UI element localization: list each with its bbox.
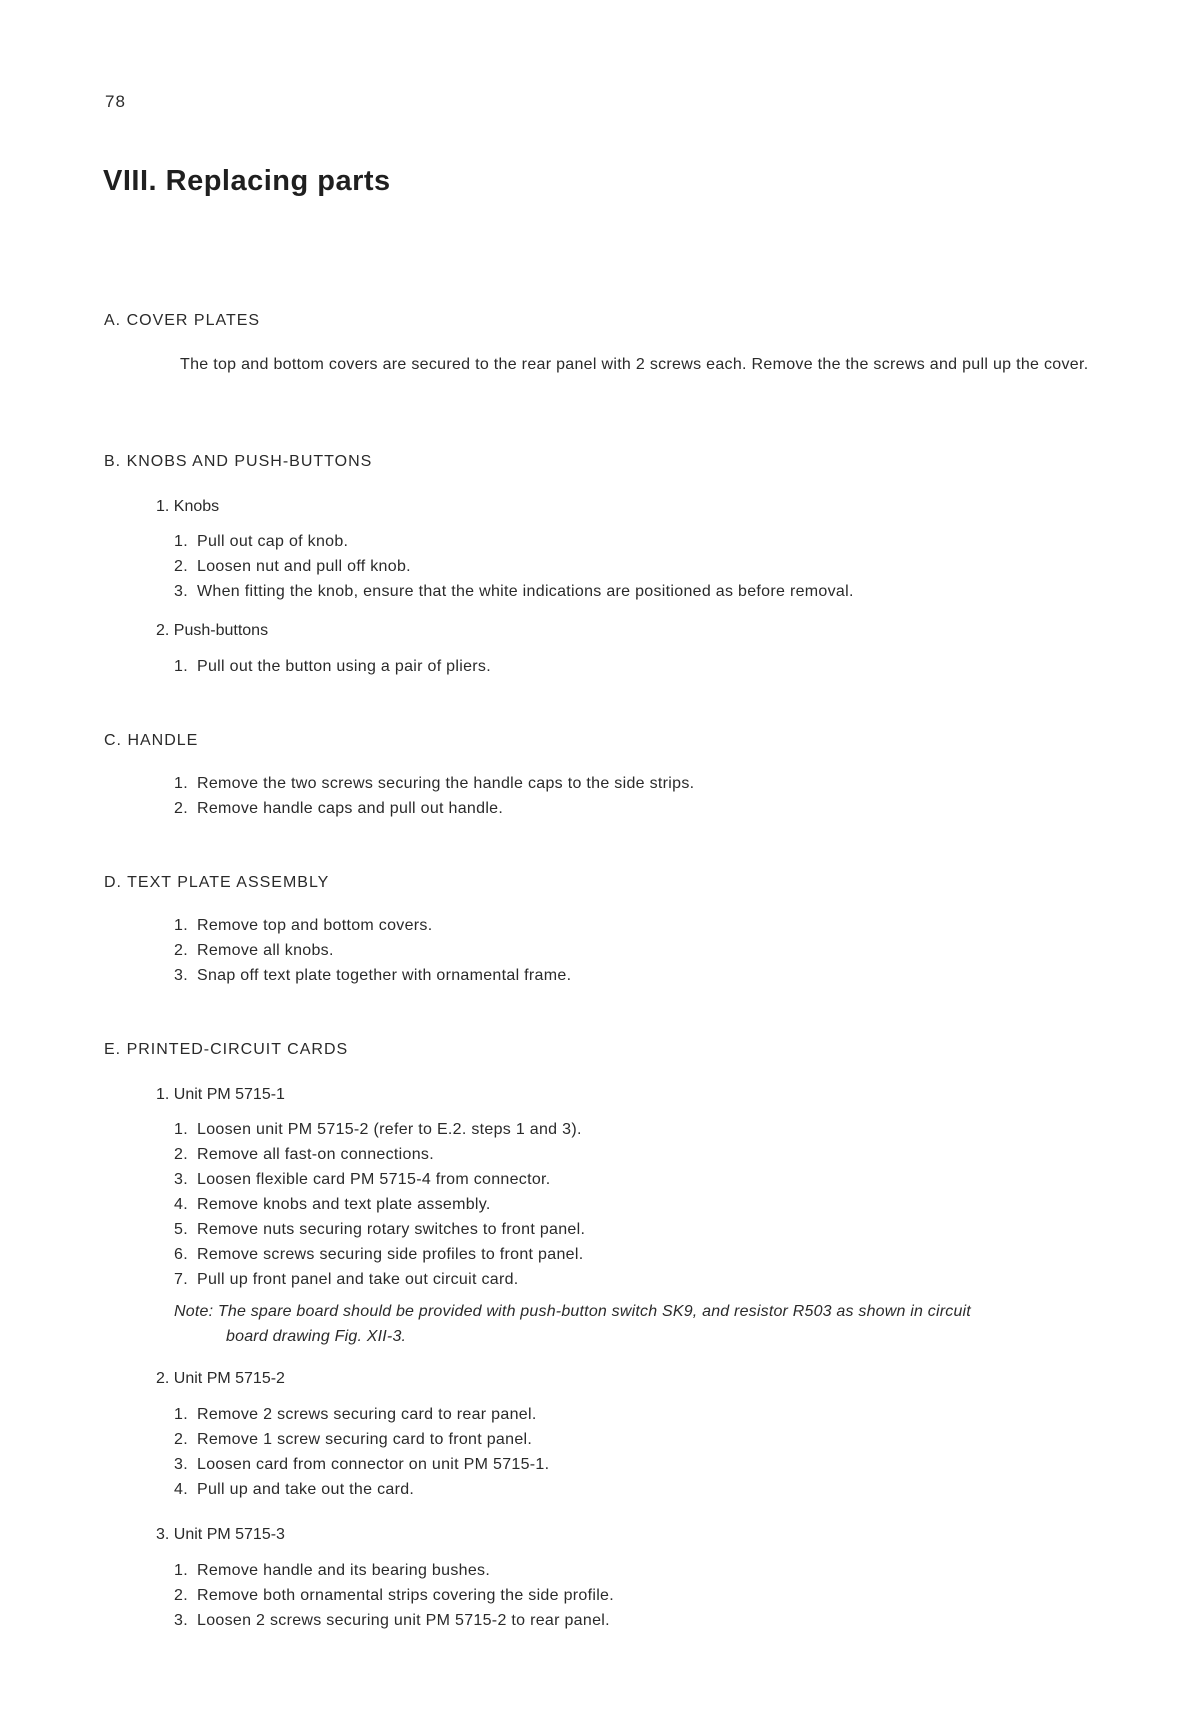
subheading-unit-pm-5715-3: 3. Unit PM 5715-3 [156, 1526, 285, 1543]
note-label: Note: [174, 1303, 214, 1320]
step-text: Remove handle caps and pull out handle. [197, 800, 504, 817]
step-text: Remove both ornamental strips covering the side profile. [197, 1587, 615, 1604]
step-number: 7. [174, 1271, 188, 1288]
step-number: 5. [174, 1221, 188, 1238]
list-item [174, 1192, 585, 1217]
step-number: 1. [174, 775, 188, 792]
step-number: 3. [174, 1171, 188, 1188]
step-number: 2. [174, 558, 188, 575]
subheading-unit-pm-5715-1: 1. Unit PM 5715-1 [156, 1086, 285, 1103]
step-number: 3. [174, 1456, 188, 1473]
step-number: 1. [174, 1121, 188, 1138]
step-number: 2. [174, 800, 188, 817]
chapter-title: VIII. Replacing parts [103, 165, 391, 197]
step-number: 3. [174, 583, 188, 600]
step-number: 4. [174, 1481, 188, 1498]
step-number: 6. [174, 1246, 188, 1263]
list-item [174, 1427, 549, 1452]
text-plate-steps [174, 913, 571, 988]
note-text-line2: board drawing Fig. XII-3. [226, 1328, 407, 1345]
list-item [174, 1117, 585, 1142]
step-text: Pull up front panel and take out circuit card. [197, 1271, 519, 1288]
step-number: 1. [174, 1562, 188, 1579]
step-text: When fitting the knob, ensure that the white indications are positioned as before removal. [197, 583, 854, 600]
list-item [174, 1217, 585, 1242]
section-heading-handle: C. HANDLE [104, 732, 199, 749]
step-number: 2. [174, 1587, 188, 1604]
subheading-unit-pm-5715-2: 2. Unit PM 5715-2 [156, 1370, 285, 1387]
list-item [174, 796, 694, 821]
step-text: Loosen flexible card PM 5715-4 from connector. [197, 1171, 551, 1188]
step-text: Remove 2 screws securing card to rear panel. [197, 1406, 537, 1423]
step-text: Pull out the button using a pair of pliers. [197, 658, 491, 675]
step-text: Remove knobs and text plate assembly. [197, 1196, 491, 1213]
step-text: Remove all knobs. [197, 942, 334, 959]
knobs-steps [174, 529, 854, 604]
section-heading-knobs-push-buttons: B. KNOBS AND PUSH-BUTTONS [104, 453, 373, 470]
step-text: Snap off text plate together with ornamental frame. [197, 967, 572, 984]
step-number: 1. [174, 1406, 188, 1423]
step-number: 2. [174, 1431, 188, 1448]
step-text: Loosen card from connector on unit PM 5715-1. [197, 1456, 550, 1473]
list-item [174, 938, 571, 963]
list-item [174, 1608, 614, 1633]
list-item [174, 1167, 585, 1192]
unit2-steps [174, 1402, 549, 1502]
step-text: Remove all fast-on connections. [197, 1146, 434, 1163]
list-item [174, 1267, 585, 1292]
list-item [174, 579, 854, 604]
step-text: Loosen nut and pull off knob. [197, 558, 411, 575]
step-number: 3. [174, 1612, 188, 1629]
step-number: 1. [174, 658, 188, 675]
list-item [174, 1142, 585, 1167]
list-item [174, 1558, 614, 1583]
subheading-push-buttons: 2. Push-buttons [156, 622, 269, 639]
section-heading-printed-circuit-cards: E. PRINTED-CIRCUIT CARDS [104, 1041, 349, 1058]
step-text: Remove handle and its bearing bushes. [197, 1562, 491, 1579]
unit1-steps [174, 1117, 585, 1292]
step-number: 2. [174, 1146, 188, 1163]
step-text: Loosen 2 screws securing unit PM 5715-2 to rear panel. [197, 1612, 610, 1629]
unit3-steps [174, 1558, 614, 1633]
list-item [174, 771, 694, 796]
section-heading-text-plate-assembly: D. TEXT PLATE ASSEMBLY [104, 874, 330, 891]
list-item [174, 1242, 585, 1267]
note [174, 1299, 1114, 1349]
list-item [174, 1583, 614, 1608]
step-text: Loosen unit PM 5715-2 (refer to E.2. steps 1 and 3). [197, 1121, 582, 1138]
step-text: Remove the two screws securing the handle caps to the side strips. [197, 775, 695, 792]
page-number: 78 [105, 92, 126, 111]
note-text-line1: The spare board should be provided with push-button switch SK9, and resistor R503 as shown in circuit [217, 1303, 971, 1320]
list-item [174, 1452, 549, 1477]
list-item [174, 654, 491, 679]
step-number: 3. [174, 967, 188, 984]
step-number: 2. [174, 942, 188, 959]
cover-plates-paragraph: The top and bottom covers are secured to the rear panel with 2 screws each. Remove the the screws and pull up the cover. [180, 356, 1089, 373]
step-text: Pull up and take out the card. [197, 1481, 415, 1498]
step-text: Remove top and bottom covers. [197, 917, 433, 934]
list-item [174, 913, 571, 938]
step-text: Remove screws securing side profiles to front panel. [197, 1246, 584, 1263]
list-item [174, 1402, 549, 1427]
list-item [174, 963, 571, 988]
list-item [174, 1477, 549, 1502]
step-number: 1. [174, 917, 188, 934]
section-heading-cover-plates: A. COVER PLATES [104, 312, 261, 329]
step-text: Remove 1 screw securing card to front panel. [197, 1431, 533, 1448]
list-item [174, 529, 854, 554]
step-text: Pull out cap of knob. [197, 533, 349, 550]
step-number: 4. [174, 1196, 188, 1213]
subheading-knobs: 1. Knobs [156, 498, 220, 515]
handle-steps [174, 771, 694, 821]
step-number: 1. [174, 533, 188, 550]
list-item [174, 554, 854, 579]
step-text: Remove nuts securing rotary switches to front panel. [197, 1221, 586, 1238]
push-buttons-steps [174, 654, 491, 679]
